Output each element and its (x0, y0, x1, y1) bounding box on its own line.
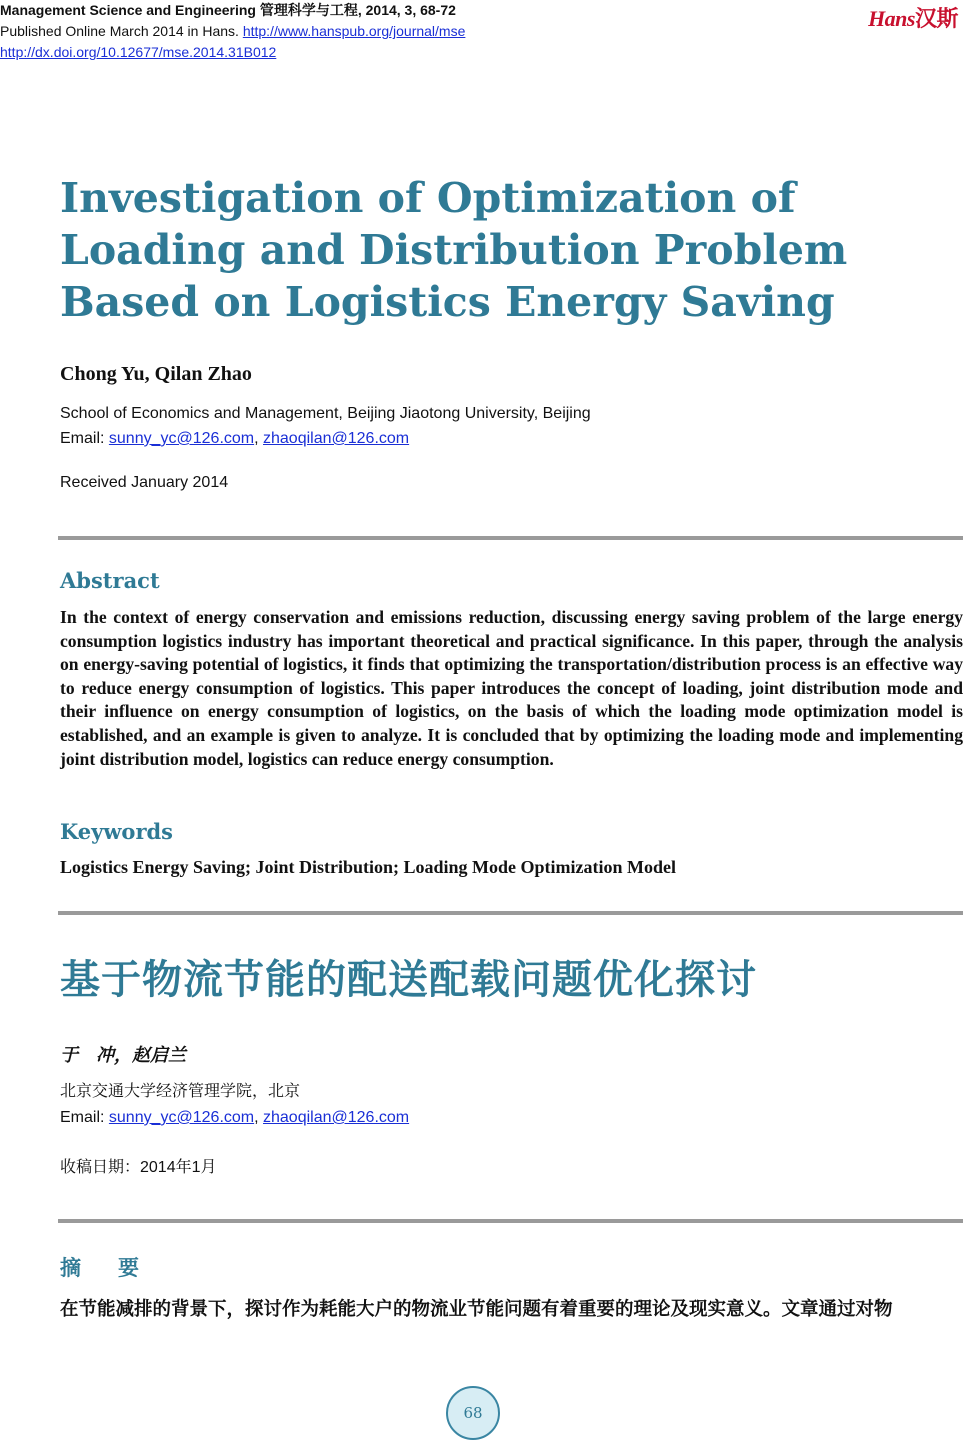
chinese-abstract-heading: 摘 要 (60, 1257, 147, 1280)
email-link-1[interactable]: sunny_yc@126.com (108, 430, 255, 447)
logo-cn: 汉斯 (914, 6, 958, 31)
page-number-badge (446, 1386, 500, 1440)
page-number: 68 (463, 1404, 483, 1422)
published-text: Published Online March 2014 in Hans. (0, 23, 239, 39)
doi-link[interactable]: http://dx.doi.org/10.12677/mse.2014.31B012 (0, 44, 277, 60)
email-link-2[interactable]: zhaoqilan@126.com (263, 1109, 410, 1126)
logo-latin: Hans (868, 6, 915, 31)
paper-title: Investigation of Optimization of Loading and Distribution Problem Based on Logistics Energy Saving (60, 174, 848, 326)
divider-rule (58, 911, 963, 915)
running-header (0, 0, 465, 63)
abstract-heading: Abstract (60, 568, 160, 593)
keywords-body: Logistics Energy Saving; Joint Distribution; Loading Mode Optimization Model (60, 857, 677, 877)
chinese-authors: 于 冲，赵启兰 (60, 1045, 186, 1065)
chinese-received-date: 收稿日期：2014年1月 (60, 1159, 217, 1176)
email-separator: , (254, 1109, 263, 1126)
keywords-heading: Keywords (60, 819, 174, 844)
affiliation-block (60, 401, 591, 451)
email-link-1[interactable]: sunny_yc@126.com (108, 1109, 255, 1126)
chinese-affiliation: 北京交通大学经济管理学院，北京 (60, 1083, 301, 1100)
authors: Chong Yu, Qilan Zhao (60, 363, 252, 385)
hans-logo (868, 2, 958, 33)
abstract-body: In the context of energy conservation and emissions reduction, discussing energy saving problem of the large energy consumption logistics industry has important theoretical and practical significance. In this paper, through the analysis on energy-saving potential of logistics, it finds that optimizing the transportation/distribution process is an effective way to reduce energy consumption of logistics. This paper introduces the concept of loading, joint distribution mode and their influence on energy consumption of logistics, on the basis of which the loading mode optimization model is established, and an example is given to analyze. It is concluded that by optimizing the loading mode and implementing joint distribution model, logistics can reduce energy consumption. (60, 607, 963, 769)
chinese-title: 基于物流节能的配送配载问题优化探讨 (60, 958, 757, 1002)
email-label: Email: (60, 430, 109, 447)
chinese-email-line (60, 1105, 409, 1131)
divider-rule (58, 1219, 963, 1223)
email-link-2[interactable]: zhaoqilan@126.com (263, 430, 410, 447)
received-date: Received January 2014 (60, 474, 229, 491)
divider-rule (58, 536, 963, 540)
journal-citation: Management Science and Engineering 管理科学与工程, 2014, 3, 68-72 (0, 2, 456, 18)
email-separator: , (254, 430, 263, 447)
email-label: Email: (60, 1109, 109, 1126)
email-line (60, 426, 591, 451)
chinese-abstract-body: 在节能减排的背景下，探讨作为耗能大户的物流业节能问题有着重要的理论及现实意义。文章通过对物 (60, 1298, 893, 1319)
chinese-affiliation-block (60, 1079, 409, 1131)
affiliation: School of Economics and Management, Beijing Jiaotong University, Beijing (60, 405, 591, 422)
journal-link[interactable]: http://www.hanspub.org/journal/mse (242, 23, 466, 39)
publication-line (0, 21, 465, 42)
